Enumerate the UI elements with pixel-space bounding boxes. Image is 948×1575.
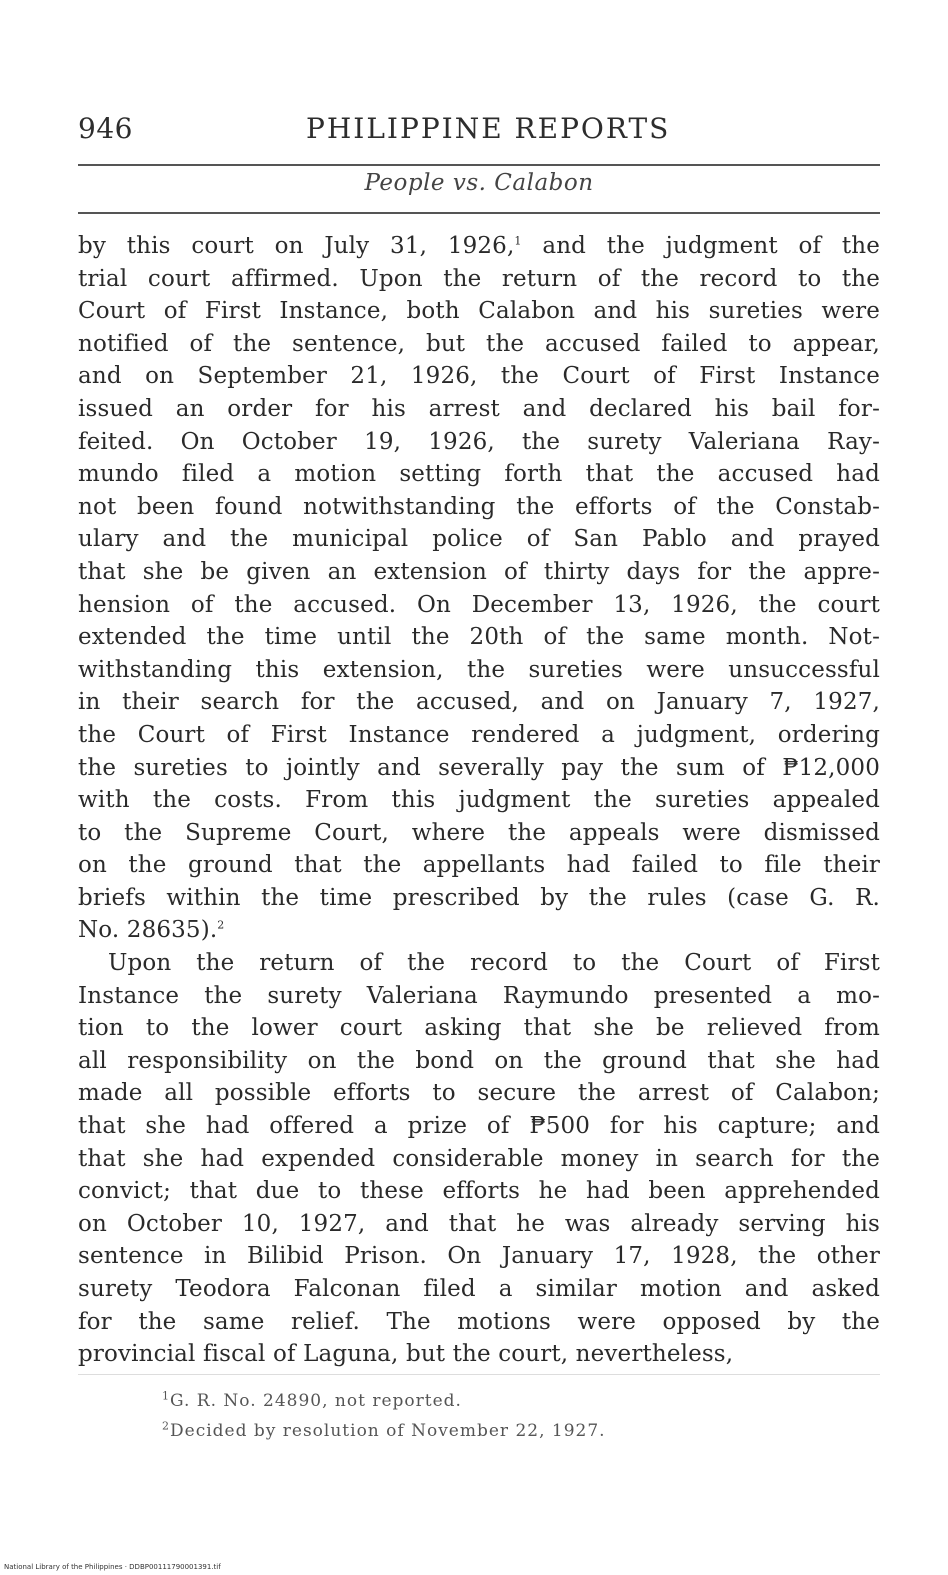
line-text: mundo filed a motion setting forth that the accused had: [78, 461, 880, 488]
line-text: and the judgment of the: [521, 233, 880, 259]
text-line: [78, 1012, 880, 1045]
text-line: [78, 1306, 880, 1339]
footnote-1: [162, 1386, 862, 1416]
text-line: [78, 589, 880, 622]
text-line: [78, 1208, 880, 1241]
text-line: [78, 1240, 880, 1273]
text-line: [78, 360, 880, 393]
line-text: feited. On October 19, 1926, the surety Valeriana Ray-: [78, 428, 880, 455]
line-text: notified of the sentence, but the accused failed to appear,: [78, 330, 880, 357]
running-head: PHILIPPINE REPORTS: [306, 112, 671, 145]
text-line: [78, 621, 880, 654]
text-line: [78, 882, 880, 915]
text-line: [78, 947, 880, 980]
footnote-ref-1: 1: [514, 234, 522, 248]
line-text: not been found notwithstanding the efforts of the Constab-: [78, 493, 880, 520]
footnote-rule: [78, 1374, 880, 1375]
text-line: [78, 491, 880, 524]
line-text: on October 10, 1927, and that he was already serving his: [78, 1210, 880, 1237]
text-line: [78, 654, 880, 687]
footnote-text: G. R. No. 24890, not reported.: [170, 1391, 462, 1411]
text-line: [78, 263, 880, 296]
footnote-ref-2: 2: [217, 918, 225, 932]
body-text: [78, 230, 880, 1371]
text-line: [78, 523, 880, 556]
line-text: convict; that due to these efforts he had been apprehended: [78, 1178, 880, 1205]
text-line: [78, 752, 880, 785]
text-line: [78, 556, 880, 589]
line-text: extended the time until the 20th of the same month. Not-: [78, 624, 880, 651]
line-text: in their search for the accused, and on January 7, 1927,: [78, 689, 880, 716]
text-line: [78, 1045, 880, 1078]
footnote-2: [162, 1416, 862, 1446]
line-text: briefs within the time prescribed by the rules (case G. R.: [78, 884, 880, 911]
text-line: [78, 686, 880, 719]
text-line: [78, 980, 880, 1013]
text-line: [78, 784, 880, 817]
text-line: [78, 1273, 880, 1306]
line-text: hension of the accused. On December 13, 1926, the court: [78, 591, 880, 618]
line-text: trial court affirmed. Upon the return of the record to the: [78, 265, 880, 292]
line-text: by this court on July 31, 1926,: [78, 233, 515, 259]
paragraph-1: [78, 230, 880, 947]
footnote-text: Decided by resolution of November 22, 1927.: [170, 1421, 606, 1441]
line-text: for the same relief. The motions were opposed by the: [78, 1308, 880, 1335]
line-text: and on September 21, 1926, the Court of First Instance: [78, 363, 880, 390]
text-line: [78, 1175, 880, 1208]
line-text: withstanding this extension, the sureties were unsuccessful: [78, 656, 880, 683]
line-text: on the ground that the appellants had failed to file their: [78, 852, 880, 879]
line-text: the Court of First Instance rendered a judgment, ordering: [78, 721, 880, 748]
footnote-marker: 2: [162, 1419, 170, 1433]
paragraph-2: [78, 947, 880, 1371]
text-line: [78, 458, 880, 491]
line-text: to the Supreme Court, where the appeals were dismissed: [78, 819, 880, 846]
line-text: that she had offered a prize of ₱500 for his capture; and: [78, 1113, 880, 1140]
page-number: 946: [78, 112, 133, 145]
text-line: [78, 393, 880, 426]
text-line: [78, 1110, 880, 1143]
line-text: tion to the lower court asking that she be relieved from: [78, 1015, 880, 1042]
text-line: [78, 849, 880, 882]
text-line: [78, 914, 880, 947]
text-line: [78, 719, 880, 752]
line-text: sentence in Bilibid Prison. On January 17, 1928, the other: [78, 1243, 880, 1270]
line-text: surety Teodora Falconan filed a similar motion and asked: [78, 1276, 880, 1302]
line-text: Instance the surety Valeriana Raymundo presented a mo-: [78, 982, 880, 1009]
text-line: [78, 328, 880, 361]
line-text: provincial fiscal of Laguna, but the court, nevertheless,: [78, 1341, 734, 1368]
text-line: [78, 1077, 880, 1110]
footnotes: [162, 1386, 862, 1446]
line-text: the sureties to jointly and severally pay the sum of ₱12,000: [78, 754, 880, 781]
text-line: [78, 426, 880, 459]
text-line: [78, 1143, 880, 1176]
scan-credit: National Library of the Philippines · DDBP00111790001391.tif: [4, 1563, 221, 1571]
line-text: Upon the return of the record to the Court of First: [108, 950, 880, 977]
line-text: with the costs. From this judgment the sureties appealed: [78, 787, 880, 814]
line-text: issued an order for his arrest and declared his bail for-: [78, 395, 880, 422]
line-text: all responsibility on the bond on the ground that she had: [78, 1047, 880, 1074]
text-line: [78, 1338, 880, 1371]
line-text: made all possible efforts to secure the arrest of Calabon;: [78, 1080, 880, 1107]
line-text: ulary and the municipal police of San Pablo and prayed: [78, 526, 880, 553]
case-title: People vs. Calabon: [364, 170, 594, 196]
footnote-marker: 1: [162, 1389, 170, 1403]
text-line: [78, 295, 880, 328]
line-text: Court of First Instance, both Calabon and his sureties were: [78, 298, 880, 325]
header-rule-top: [78, 164, 880, 166]
header-rule-bottom: [78, 212, 880, 214]
line-text: that she be given an extension of thirty days for the appre-: [78, 558, 880, 585]
text-line: [78, 817, 880, 850]
line-text: No. 28635).: [78, 917, 218, 944]
page-header: [78, 112, 880, 152]
text-line: [78, 230, 880, 263]
line-text: that she had expended considerable money in search for the: [78, 1145, 880, 1172]
